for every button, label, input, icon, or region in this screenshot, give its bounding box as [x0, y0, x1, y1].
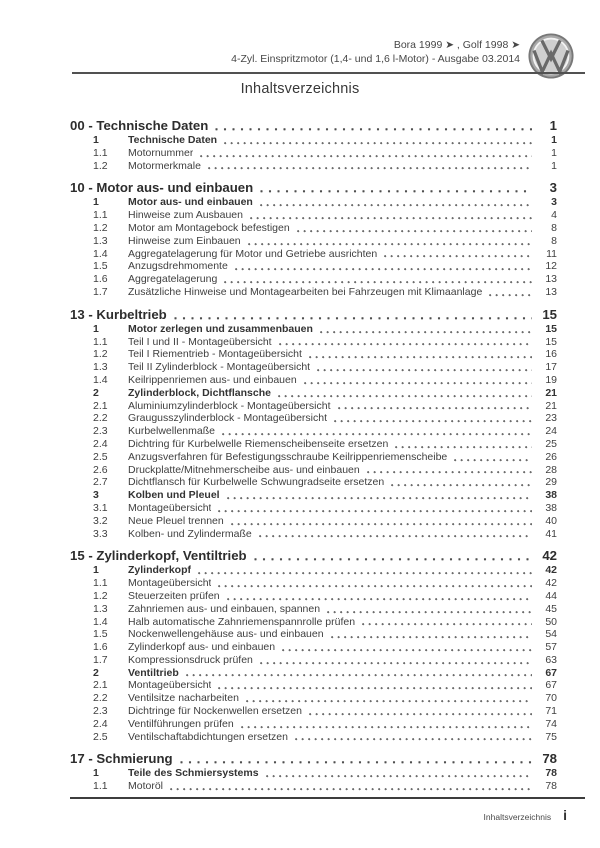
- toc-entry-row: [70, 336, 557, 349]
- entry-page-number: 13: [545, 285, 557, 298]
- dot-leader: [454, 459, 532, 462]
- toc: [70, 117, 557, 793]
- dot-leader: [260, 662, 532, 665]
- entry-page-number: 42: [545, 577, 557, 590]
- toc-chapter-row: [70, 547, 557, 564]
- toc-entry-row: [70, 160, 557, 173]
- dot-leader: [250, 217, 532, 220]
- entry-title: Teile des Schmiersystems: [128, 767, 259, 780]
- dot-leader: [304, 382, 532, 385]
- toc-entry-row: [70, 476, 557, 489]
- entry-number: 2.6: [93, 463, 108, 476]
- entry-title: Zusätzliche Hinweise und Montagearbeiten bei Fahrzeugen mit Klimaanlage: [128, 285, 483, 298]
- entry-title: Montageübersicht: [128, 577, 212, 590]
- entry-number: 3.2: [93, 514, 108, 527]
- entry-page-number: 71: [545, 705, 557, 718]
- entry-number: 2.3: [93, 425, 108, 438]
- dot-leader: [248, 243, 532, 246]
- entry-title: Motormerkmale: [128, 159, 201, 172]
- entry-title: Druckplatte/Mitnehmerscheibe aus- und einbauen: [128, 463, 360, 476]
- entry-number: 2: [93, 666, 99, 679]
- entry-number: 3.1: [93, 501, 108, 514]
- toc-entry-row: [70, 209, 557, 222]
- entry-title: Teil I und II - Montageübersicht: [128, 335, 272, 348]
- toc-entry-row: [70, 286, 557, 299]
- dot-leader: [254, 558, 532, 561]
- entry-number: 2.4: [93, 437, 108, 450]
- toc-section: [70, 306, 557, 541]
- entry-page-number: 67: [545, 666, 557, 679]
- dot-leader: [224, 142, 532, 145]
- header-edition-line: 4-Zyl. Einspritzmotor (1,4- und 1,6 l-Motor) - Ausgabe 03.2014: [231, 53, 520, 65]
- entry-page-number: 8: [551, 234, 557, 247]
- entry-page-number: 23: [545, 412, 557, 425]
- page-footer: [0, 807, 567, 825]
- dot-leader: [260, 204, 532, 207]
- chapter-page-number: 15: [542, 306, 557, 322]
- dot-leader: [260, 190, 532, 193]
- dot-leader: [224, 281, 532, 284]
- entry-number: 2.1: [93, 679, 108, 692]
- entry-page-number: 29: [545, 476, 557, 489]
- dot-leader: [222, 433, 532, 436]
- entry-number: 1.6: [93, 273, 108, 286]
- entry-page-number: 78: [545, 780, 557, 793]
- entry-number: 2.4: [93, 717, 108, 730]
- dot-leader: [309, 356, 532, 359]
- entry-number: 1: [93, 564, 99, 577]
- toc-entry-row: [70, 679, 557, 692]
- entry-title: Technische Daten: [128, 134, 218, 146]
- chapter-title: 00 - Technische Daten: [70, 118, 209, 133]
- entry-number: 1.3: [93, 361, 108, 374]
- entry-number: 1.2: [93, 221, 108, 234]
- chapter-title: 13 - Kurbeltrieb: [70, 306, 167, 322]
- toc-entry-row: [70, 323, 557, 336]
- entry-number: 2.2: [93, 692, 108, 705]
- entry-title: Ventilschaftabdichtungen ersetzen: [128, 730, 288, 743]
- entry-number: 2: [93, 386, 99, 399]
- toc-entry-row: [70, 361, 557, 374]
- chapter-title: 10 - Motor aus- und einbauen: [70, 180, 254, 196]
- toc-entry-row: [70, 134, 557, 147]
- entry-page-number: 15: [545, 335, 557, 348]
- entry-number: 1.1: [93, 780, 108, 793]
- toc-section: [70, 547, 557, 743]
- toc-entry-row: [70, 235, 557, 248]
- entry-title: Keilrippenriemen aus- und einbauen: [128, 373, 297, 386]
- entry-number: 1.4: [93, 373, 108, 386]
- entry-title: Montageübersicht: [128, 501, 212, 514]
- dot-leader: [186, 674, 532, 677]
- entry-page-number: 28: [545, 463, 557, 476]
- dot-leader: [208, 167, 532, 170]
- dot-leader: [246, 700, 532, 703]
- toc-chapter-row: [70, 117, 557, 134]
- entry-page-number: 42: [545, 564, 557, 577]
- entry-page-number: 21: [545, 386, 557, 399]
- toc-entry-row: [70, 577, 557, 590]
- entry-page-number: 57: [545, 641, 557, 654]
- chapter-page-number: 42: [542, 548, 557, 564]
- dot-leader: [282, 649, 532, 652]
- entry-number: 1.3: [93, 234, 108, 247]
- dot-leader: [227, 497, 532, 500]
- dot-leader: [218, 585, 532, 588]
- entry-page-number: 26: [545, 450, 557, 463]
- entry-page-number: 74: [545, 717, 557, 730]
- entry-number: 1.2: [93, 348, 108, 361]
- entry-number: 1.5: [93, 260, 108, 273]
- entry-number: 1.7: [93, 285, 108, 298]
- toc-entry-row: [70, 692, 557, 705]
- toc-entry-row: [70, 196, 557, 209]
- entry-title: Aluminiumzylinderblock - Montageübersicht: [128, 399, 331, 412]
- entry-number: 1.4: [93, 615, 108, 628]
- toc-chapter-row: [70, 179, 557, 196]
- entry-title: Aggregatelagerung: [128, 273, 218, 286]
- entry-title: Neue Pleuel trennen: [128, 514, 224, 527]
- entry-title: Zahnriemen aus- und einbauen, spannen: [128, 602, 321, 615]
- entry-number: 1.7: [93, 653, 108, 666]
- entry-page-number: 13: [545, 273, 557, 286]
- toc-entry-row: [70, 731, 557, 744]
- chapter-page-number: 78: [542, 751, 557, 767]
- entry-title: Teil I Riementrieb - Montageübersicht: [128, 348, 302, 361]
- entry-title: Kolben und Pleuel: [128, 489, 220, 502]
- entry-number: 2.5: [93, 450, 108, 463]
- entry-page-number: 1: [551, 134, 557, 146]
- entry-title: Motor aus- und einbauen: [128, 196, 253, 209]
- dot-leader: [227, 598, 532, 601]
- entry-title: Hinweise zum Ausbauen: [128, 209, 243, 222]
- toc-entry-row: [70, 603, 557, 616]
- dot-leader: [317, 369, 532, 372]
- entry-title: Kurbelwellenmaße: [128, 425, 215, 438]
- entry-number: 2.5: [93, 730, 108, 743]
- dot-leader: [367, 471, 532, 474]
- toc-entry-row: [70, 489, 557, 502]
- entry-page-number: 67: [545, 679, 557, 692]
- dot-leader: [235, 268, 532, 271]
- entry-title: Montageübersicht: [128, 679, 212, 692]
- entry-page-number: 8: [551, 221, 557, 234]
- entry-title: Kolben- und Zylindermaße: [128, 527, 252, 540]
- chapter-page-number: 3: [549, 180, 557, 196]
- entry-number: 2.1: [93, 399, 108, 412]
- entry-number: 2.3: [93, 705, 108, 718]
- entry-number: 1.5: [93, 628, 108, 641]
- toc-section: [70, 750, 557, 793]
- toc-section: [70, 179, 557, 298]
- toc-entry-row: [70, 438, 557, 451]
- toc-section: [70, 117, 557, 172]
- entry-number: 3: [93, 489, 99, 502]
- entry-title: Kompressionsdruck prüfen: [128, 653, 253, 666]
- toc-entry-row: [70, 273, 557, 286]
- page-header: [231, 38, 520, 66]
- header-divider: [72, 72, 585, 74]
- entry-title: Dichtring für Kurbelwelle Riemenscheibenseite ersetzen: [128, 437, 389, 450]
- entry-number: 2.2: [93, 412, 108, 425]
- dot-leader: [395, 446, 532, 449]
- entry-page-number: 1: [551, 159, 557, 172]
- entry-page-number: 63: [545, 653, 557, 666]
- entry-page-number: 24: [545, 425, 557, 438]
- toc-entry-row: [70, 528, 557, 541]
- toc-entry-row: [70, 425, 557, 438]
- dot-leader: [174, 317, 532, 320]
- toc-entry-row: [70, 718, 557, 731]
- entry-page-number: 25: [545, 437, 557, 450]
- entry-number: 1.1: [93, 577, 108, 590]
- entry-number: 1: [93, 134, 99, 146]
- entry-number: 1.3: [93, 602, 108, 615]
- entry-title: Hinweise zum Einbauen: [128, 234, 241, 247]
- entry-page-number: 78: [545, 767, 557, 780]
- entry-title: Zylinderkopf: [128, 564, 192, 577]
- toc-entry-row: [70, 628, 557, 641]
- entry-title: Ventilführungen prüfen: [128, 717, 234, 730]
- dot-leader: [334, 420, 532, 423]
- toc-entry-row: [70, 502, 557, 515]
- entry-page-number: 45: [545, 602, 557, 615]
- toc-chapter-row: [70, 750, 557, 767]
- entry-number: 3.3: [93, 527, 108, 540]
- entry-number: 1: [93, 196, 99, 209]
- chapter-title: 17 - Schmierung: [70, 751, 173, 767]
- toc-entry-row: [70, 260, 557, 273]
- entry-page-number: 54: [545, 628, 557, 641]
- dot-leader: [320, 331, 532, 334]
- dot-leader: [170, 788, 532, 791]
- dot-leader: [200, 155, 532, 158]
- dot-leader: [309, 713, 532, 716]
- entry-page-number: 21: [545, 399, 557, 412]
- toc-entry-row: [70, 374, 557, 387]
- dot-leader: [489, 294, 532, 297]
- entry-title: Dichtflansch für Kurbelwelle Schwungradseite ersetzen: [128, 476, 385, 489]
- footer-divider: [70, 797, 585, 799]
- entry-page-number: 16: [545, 348, 557, 361]
- dot-leader: [338, 407, 532, 410]
- toc-entry-row: [70, 616, 557, 629]
- page-title: Inhaltsverzeichnis: [240, 81, 360, 97]
- entry-page-number: 40: [545, 514, 557, 527]
- dot-leader: [391, 484, 532, 487]
- entry-title: Motor am Montagebock befestigen: [128, 221, 290, 234]
- toc-entry-row: [70, 515, 557, 528]
- toc-entry-row: [70, 248, 557, 261]
- dot-leader: [218, 510, 532, 513]
- entry-page-number: 17: [545, 361, 557, 374]
- entry-number: 1.1: [93, 146, 108, 159]
- entry-title: Ventilsitze nacharbeiten: [128, 692, 239, 705]
- toc-entry-row: [70, 705, 557, 718]
- dot-leader: [362, 623, 532, 626]
- dot-leader: [259, 535, 532, 538]
- dot-leader: [279, 343, 532, 346]
- entry-number: 1.1: [93, 335, 108, 348]
- entry-page-number: 70: [545, 692, 557, 705]
- entry-page-number: 41: [545, 527, 557, 540]
- entry-page-number: 11: [546, 247, 557, 260]
- toc-entry-row: [70, 348, 557, 361]
- entry-number: 1.2: [93, 159, 108, 172]
- entry-title: Ventiltrieb: [128, 666, 179, 679]
- entry-page-number: 19: [545, 373, 557, 386]
- entry-number: 1.1: [93, 209, 108, 222]
- dot-leader: [327, 611, 532, 614]
- entry-title: Halb automatische Zahnriemenspannrolle prüfen: [128, 615, 356, 628]
- entry-page-number: 38: [545, 489, 557, 502]
- dot-leader: [297, 230, 532, 233]
- toc-entry-row: [70, 564, 557, 577]
- dot-leader: [331, 636, 532, 639]
- dot-leader: [384, 255, 532, 258]
- footer-label: Inhaltsverzeichnis: [483, 812, 552, 822]
- toc-entry-row: [70, 222, 557, 235]
- toc-entry-row: [70, 590, 557, 603]
- toc-entry-row: [70, 464, 557, 477]
- entry-page-number: 38: [545, 501, 557, 514]
- entry-number: 1: [93, 322, 99, 335]
- dot-leader: [180, 761, 532, 764]
- chapter-page-number: 1: [549, 118, 557, 133]
- entry-number: 1: [93, 767, 99, 780]
- entry-page-number: 44: [545, 589, 557, 602]
- toc-entry-row: [70, 400, 557, 413]
- dot-leader: [215, 128, 532, 131]
- dot-leader: [218, 687, 532, 690]
- entry-page-number: 3: [551, 196, 557, 209]
- dot-leader: [278, 395, 532, 398]
- dot-leader: [231, 523, 532, 526]
- entry-page-number: 4: [551, 209, 557, 222]
- entry-title: Motor zerlegen und zusammenbauen: [128, 322, 313, 335]
- dot-leader: [241, 726, 532, 729]
- entry-title: Zylinderblock, Dichtflansche: [128, 386, 271, 399]
- toc-entry-row: [70, 147, 557, 160]
- entry-page-number: 15: [545, 322, 557, 335]
- dot-leader: [295, 738, 532, 741]
- toc-entry-row: [70, 451, 557, 464]
- entry-number: 1.6: [93, 641, 108, 654]
- entry-title: Anzugsdrehmomente: [128, 260, 228, 273]
- toc-entry-row: [70, 767, 557, 780]
- entry-title: Steuerzeiten prüfen: [128, 589, 220, 602]
- entry-number: 1.4: [93, 247, 108, 260]
- footer-page-number: i: [563, 807, 567, 823]
- toc-chapter-row: [70, 306, 557, 323]
- toc-entry-row: [70, 654, 557, 667]
- entry-title: Motoröl: [128, 780, 164, 793]
- chapter-title: 15 - Zylinderkopf, Ventiltrieb: [70, 548, 247, 564]
- entry-number: 1.2: [93, 589, 108, 602]
- entry-title: Aggregatelagerung für Motor und Getriebe ausrichten: [128, 247, 378, 260]
- toc-entry-row: [70, 641, 557, 654]
- toc-entry-row: [70, 412, 557, 425]
- entry-title: Motornummer: [128, 146, 194, 159]
- toc-entry-row: [70, 780, 557, 793]
- toc-entry-row: [70, 387, 557, 400]
- dot-leader: [198, 572, 532, 575]
- dot-leader: [266, 775, 532, 778]
- entry-title: Graugusszylinderblock - Montageübersicht: [128, 412, 328, 425]
- entry-title: Anzugsverfahren für Befestigungsschraube Keilrippenriemenscheibe: [128, 450, 448, 463]
- entry-title: Teil II Zylinderblock - Montageübersicht: [128, 361, 311, 374]
- entry-page-number: 75: [545, 730, 557, 743]
- entry-number: 2.7: [93, 476, 108, 489]
- entry-page-number: 12: [545, 260, 557, 273]
- entry-page-number: 50: [545, 615, 557, 628]
- header-models-line: Bora 1999 ➤ , Golf 1998 ➤: [393, 39, 520, 51]
- entry-page-number: 1: [551, 146, 557, 159]
- entry-title: Zylinderkopf aus- und einbauen: [128, 641, 276, 654]
- toc-entry-row: [70, 667, 557, 680]
- entry-title: Nockenwellengehäuse aus- und einbauen: [128, 628, 324, 641]
- entry-title: Dichtringe für Nockenwellen ersetzen: [128, 705, 302, 718]
